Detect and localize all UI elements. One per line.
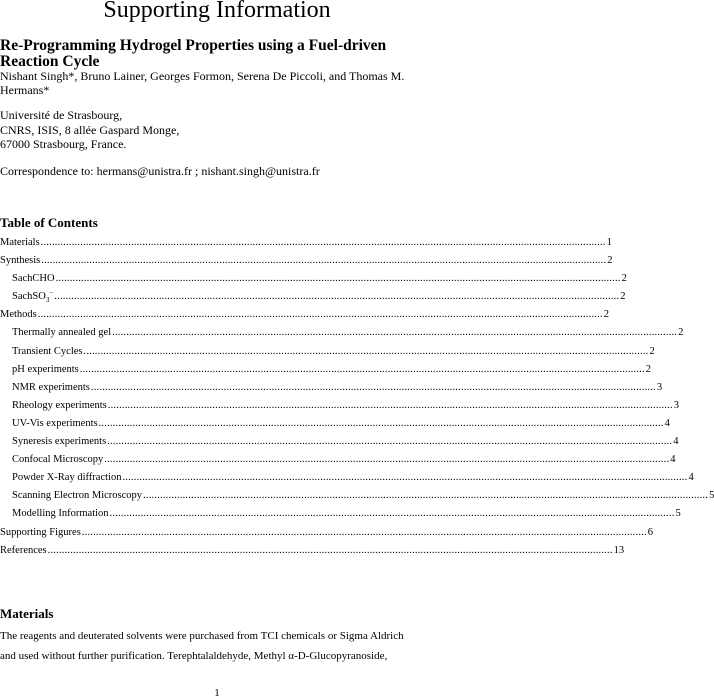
toc-entry-page: 2	[607, 255, 613, 267]
toc-entry-label: Confocal Microscopy	[12, 454, 104, 466]
toc-entry[interactable]	[0, 417, 670, 435]
toc-leader-dots: ........................................................................................................................................................................................................	[143, 490, 709, 502]
author-list: Nishant Singh*, Bruno Lainer, Georges Formon, Serena De Piccoli, and Thomas M. Hermans*	[0, 69, 405, 97]
toc-entry[interactable]	[0, 526, 654, 544]
toc-entry-label: NMR experiments	[12, 381, 90, 393]
toc-entry-page: 3	[656, 381, 663, 393]
toc-entry-label: Methods	[0, 309, 37, 321]
toc-leader-dots: ........................................................................................................................................................................................................	[79, 363, 645, 375]
affiliation-line: Université de Strasbourg,	[0, 108, 123, 122]
toc-entry-label	[12, 290, 53, 304]
toc-entry-label: Scanning Electron Microscopy	[12, 490, 143, 502]
toc-entry-label-subscript: 3	[45, 296, 50, 305]
toc-entry[interactable]	[0, 489, 714, 507]
toc-entry-label: pH experiments	[12, 363, 79, 375]
toc-entry-page: 13	[613, 544, 625, 556]
toc-leader-dots: ........................................................................................................................................................................................................	[55, 273, 621, 285]
toc-leader-dots: ........................................................................................................................................................................................................	[41, 255, 607, 267]
toc-leader-dots: ........................................................................................................................................................................................................	[54, 291, 620, 303]
toc-entry[interactable]	[0, 254, 613, 272]
toc-entry-page: 2	[603, 309, 609, 321]
toc-entry-label-superscript: −	[49, 288, 54, 297]
toc-entry-page: 3	[673, 399, 680, 411]
toc-leader-dots: ........................................................................................................................................................................................................	[107, 436, 673, 448]
toc-leader-dots: ........................................................................................................................................................................................................	[90, 381, 656, 393]
toc-entry[interactable]	[0, 345, 655, 363]
toc-entry-label: SachCHO	[12, 273, 55, 285]
toc-leader-dots: ........................................................................................................................................................................................................	[37, 309, 603, 321]
toc-leader-dots: ........................................................................................................................................................................................................	[112, 327, 678, 339]
toc-entry[interactable]	[0, 544, 625, 562]
affiliation	[0, 108, 179, 152]
toc-entry-label: Rheology experiments	[12, 399, 107, 411]
toc-heading: Table of Contents	[0, 215, 98, 230]
toc-leader-dots: ........................................................................................................................................................................................................	[98, 417, 664, 429]
toc-entry[interactable]	[0, 272, 627, 290]
paper-title: Re-Programming Hydrogel Properties using a Fuel-driven Reaction Cycle	[0, 37, 387, 70]
toc-entry[interactable]	[0, 507, 681, 525]
toc-entry-label: Supporting Figures	[0, 526, 81, 538]
toc-entry-label: UV-Vis experiments	[12, 417, 98, 429]
table-of-contents	[0, 236, 714, 562]
toc-entry[interactable]	[0, 399, 680, 417]
page-number: 1	[214, 687, 220, 699]
toc-entry-page: 1	[606, 237, 612, 248]
toc-entry-label: Synthesis	[0, 255, 41, 267]
toc-entry-page: 2	[621, 273, 627, 285]
toc-entry-page: 4	[688, 472, 694, 484]
toc-entry-page: 2	[678, 327, 684, 339]
toc-entry-page: 4	[673, 436, 679, 448]
toc-entry-page: 5	[709, 490, 714, 502]
materials-paragraph	[0, 626, 432, 666]
toc-entry-label: References	[0, 544, 47, 556]
materials-heading: Materials	[0, 606, 54, 621]
toc-leader-dots: ........................................................................................................................................................................................................	[40, 237, 606, 248]
toc-entry-label-main: SachSO	[12, 291, 46, 303]
toc-entry-page: 6	[647, 526, 654, 538]
paragraph-line: The reagents and deuterated solvents were purchased from TCI chemicals or Sigma Aldrich	[0, 630, 404, 642]
toc-leader-dots: ........................................................................................................................................................................................................	[109, 508, 675, 520]
toc-leader-dots: ........................................................................................................................................................................................................	[47, 544, 613, 556]
toc-entry[interactable]	[0, 236, 612, 254]
toc-entry-page: 2	[645, 363, 652, 375]
toc-entry[interactable]	[0, 381, 663, 399]
toc-entry[interactable]	[0, 435, 679, 453]
correspondence: Correspondence to: hermans@unistra.fr ; nishant.singh@unistra.fr	[0, 164, 320, 178]
toc-entry-label: Syneresis experiments	[12, 436, 107, 448]
toc-entry-page: 4	[664, 417, 670, 429]
toc-entry-label: Materials	[0, 237, 40, 248]
toc-leader-dots: ........................................................................................................................................................................................................	[81, 526, 647, 538]
toc-leader-dots: ........................................................................................................................................................................................................	[107, 399, 673, 411]
toc-leader-dots: ........................................................................................................................................................................................................	[122, 472, 688, 484]
toc-entry[interactable]	[0, 471, 694, 489]
toc-entry[interactable]	[0, 453, 676, 471]
affiliation-line: CNRS, ISIS, 8 allée Gaspard Monge,	[0, 122, 180, 137]
toc-entry-label: Thermally annealed gel	[12, 327, 112, 339]
toc-entry-page: 2	[649, 345, 655, 357]
toc-entry-label: Transient Cycles	[12, 345, 83, 357]
toc-entry-page: 2	[620, 291, 626, 303]
toc-entry-page: 4	[670, 454, 676, 466]
affiliation-line: 67000 Strasbourg, France.	[0, 137, 127, 151]
toc-entry-page: 5	[675, 508, 681, 520]
toc-entry[interactable]	[0, 326, 684, 344]
toc-leader-dots: ........................................................................................................................................................................................................	[104, 454, 670, 466]
toc-entry[interactable]	[0, 308, 609, 326]
supporting-information-header: Supporting Information	[103, 0, 331, 23]
toc-entry-label: Modelling Information	[12, 508, 109, 520]
toc-leader-dots: ........................................................................................................................................................................................................	[83, 345, 649, 357]
toc-entry[interactable]	[0, 288, 626, 308]
toc-entry-label: Powder X-Ray diffraction	[12, 472, 122, 484]
paragraph-line: and used without further purification. Terephtalaldehyde, Methyl α-D-Glucopyranoside,	[0, 650, 388, 662]
toc-entry[interactable]	[0, 363, 652, 381]
